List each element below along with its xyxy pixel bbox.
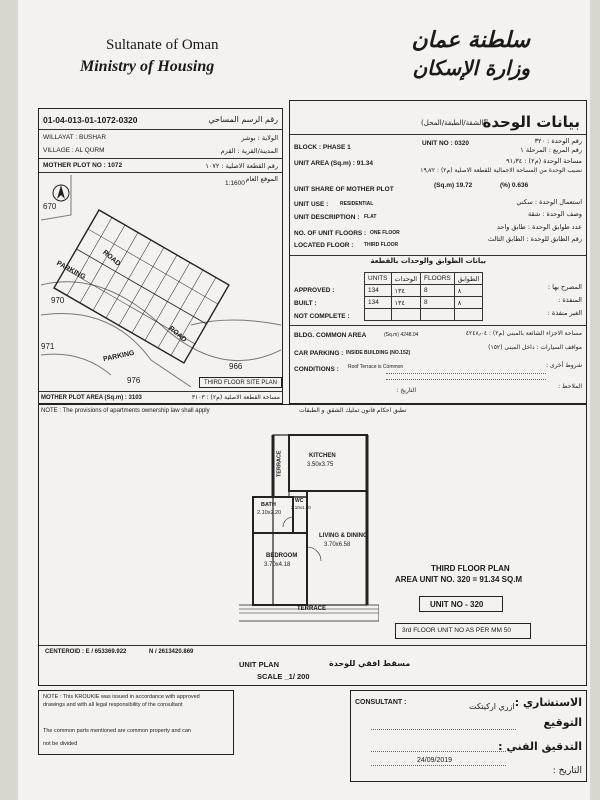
not-complete-label: NOT COMPLETE : <box>294 313 350 320</box>
unit-no-label: UNIT NO : 0320 <box>422 140 469 147</box>
signature-label-ar: التوقيع <box>543 716 582 729</box>
car-parking-ar: مواقف السيارات : داخل المبنى (١٥٢) <box>488 344 582 351</box>
floors-header: FLOORS <box>421 273 455 285</box>
common-area-ar: مساحة الاجزاء الشائعة بالمبنى (م٢) : ٤٢٤٨٫٠٤ <box>465 330 582 337</box>
map-parking-label-2: PARKING <box>102 349 136 364</box>
mother-plot-ar: رقم القطعة الاصلية : ١٠٧٢ <box>205 162 278 170</box>
unit-use-label: UNIT USE : <box>294 201 329 208</box>
wilayat-label: WILLAYAT : BUSHAR <box>43 134 107 141</box>
unit-use-value: RESIDENTIAL <box>340 201 374 207</box>
conditions-ar: شروط أخرى : <box>545 362 582 369</box>
floor-plan-title: THIRD FLOOR PLAN <box>431 564 510 573</box>
unit-floors-label: NO. OF UNIT FLOORS : <box>294 230 367 237</box>
floor-plan-panel <box>38 404 587 686</box>
built-label-ar: المنفذة : <box>558 296 582 304</box>
centeroid-n: N / 2613420.869 <box>149 649 194 655</box>
kitchen-dims: 3.50x3.75 <box>307 462 334 468</box>
map-number-966: 966 <box>229 362 243 371</box>
footer-note-line-1: NOTE : This KROUKIE was issued in accordance with approved <box>43 694 200 700</box>
located-floor-label: LOCATED FLOOR : <box>294 242 354 249</box>
village-label: VILLAGE : AL QURM <box>43 147 105 154</box>
location-ar: الموقع العام <box>245 175 278 183</box>
unit-area-label: UNIT AREA (Sq.m) : 91.34 <box>294 160 373 167</box>
unit-share-label: UNIT SHARE OF MOTHER PLOT <box>294 186 394 193</box>
site-scale: 1:1600 <box>225 180 245 187</box>
unit-use-ar: استعمال الوحدة : سكني <box>516 198 582 206</box>
ministry-title: Ministry of Housing <box>80 58 215 75</box>
sultanate-title-ar: سلطنة عمان <box>411 28 530 53</box>
footer-note-line-3: The common parts mentioned are common property and can <box>43 728 191 734</box>
units-header-ar: الوحدات <box>391 273 421 285</box>
map-parking-label: PARKING <box>55 259 87 282</box>
floors-units-title-ar: بيانات الطوابق والوحدات بالقطعة <box>370 257 486 265</box>
floors-header-ar: الطوابق <box>454 273 483 285</box>
car-parking-value: INSIDE BUILDING (NO.152) <box>346 350 411 356</box>
common-area-label: BLDG. COMMON AREA <box>294 332 367 339</box>
unit-number-box: UNIT NO - 320 <box>419 596 503 612</box>
tech-check-label-ar: التدقيق الفني : <box>498 740 582 753</box>
wc-label: WC <box>295 498 304 504</box>
terrace-label-upper: TERRACE <box>276 450 283 478</box>
living-dining-label: LIVING & DINING <box>319 533 368 539</box>
issue-date: 24/09/2019 <box>417 757 453 764</box>
centeroid-e: CENTEROID : E / 653369.922 <box>45 649 127 655</box>
site-plan-caption: THIRD FLOOR SITE PLAN <box>199 377 282 388</box>
table-row <box>365 309 483 321</box>
conditions-value: Roof Terrace is Common <box>348 364 404 370</box>
unit-data-panel <box>289 100 587 404</box>
unit-floors-ar: عدد طوابق الوحدة : طابق واحد <box>496 223 582 231</box>
bath-label: BATH <box>261 502 276 508</box>
approved-label-ar: المصرح بها : <box>547 283 582 291</box>
unit-share-ar: نصيب الوحدة من المساحة الاجمالية للقطعة الاصلية (م٢) : ١٩٫٧٢ <box>420 167 582 174</box>
map-number-971: 971 <box>41 342 55 351</box>
table-row: 134 ١٣٤ 8 ٨ <box>365 297 483 309</box>
map-number-976: 976 <box>127 376 141 385</box>
unit-no-ar: رقم الوحدة : ٣٢٠ <box>534 137 582 145</box>
site-info-panel <box>38 108 283 404</box>
site-map <box>41 175 281 387</box>
mother-plot-label: MOTHER PLOT NO : 1072 <box>43 162 123 169</box>
mother-area-ar: مساحة القطعة الاصلية (م٢) : ٣١٠٣ <box>191 394 280 401</box>
sultanate-title: Sultanate of Oman <box>106 37 219 53</box>
unit-area-ar: مساحة الوحدة (م٢) : ٩١٫٣٤ <box>506 157 582 165</box>
map-number-970: 970 <box>51 296 65 305</box>
bedroom-dims: 3.70x4.18 <box>264 562 291 568</box>
unit-desc-label: UNIT DESCRIPTION : <box>294 214 360 221</box>
bath-dims: 2.10x2.20 <box>257 510 282 516</box>
floors-units-table <box>364 272 483 321</box>
map-road-label-2: ROAD <box>167 325 188 344</box>
conditions-label: CONDITIONS : <box>294 366 339 373</box>
built-label: BUILT : <box>294 300 317 307</box>
block-label: BLOCK : PHASE 1 <box>294 144 351 151</box>
unit-desc-ar: وصف الوحدة : شقة <box>528 210 582 218</box>
terrace-label-lower: TERRACE <box>297 606 327 612</box>
located-floor-value: THIRD FLOOR <box>364 242 399 248</box>
unit-data-subtitle-ar: (الشقة/الطبقة/المحل) <box>421 119 486 127</box>
footer-note-line-4: not be divided <box>43 741 78 747</box>
date-ar-right: التاريخ : <box>396 387 416 394</box>
unit-share-sqm: (Sq.m) 19.72 <box>434 182 473 189</box>
wc-dims: 2.10x1.10 <box>291 505 311 510</box>
footer-note-line-2: drawings and with all legal responsibility of the consultant <box>43 702 183 708</box>
wilayat-ar: الولاية : بوشر <box>241 134 278 142</box>
date-label-ar: التاريخ : <box>552 766 582 776</box>
approved-label: APPROVED : <box>294 287 335 294</box>
mother-area-label: MOTHER PLOT AREA (Sq.m) : 3103 <box>41 395 142 401</box>
plot-number: 01-04-013-01-1072-0320 <box>43 115 138 125</box>
remarks-ar: الملاحظ : <box>558 383 582 390</box>
units-header: UNITS <box>365 273 392 285</box>
living-dining-dims: 3.70x6.58 <box>324 542 351 548</box>
unit-floors-value: ONE FLOOR <box>370 230 400 236</box>
unit-plan-scale: SCALE _1/ 200 <box>257 672 310 681</box>
apartment-law-note-ar: تطبق احكام قانون تمليك الشقق و الطبقات <box>299 407 407 414</box>
footer-note-panel <box>38 690 234 755</box>
village-ar: المدينة/القرية : القرم <box>220 147 278 155</box>
located-floor-ar: رقم الطابق للوحدة : الطابق الثالث <box>487 235 582 243</box>
consultant-value-ar: ازري اركيتكت <box>469 702 515 711</box>
common-area-value: (Sq.m) 4248.04 <box>384 332 419 338</box>
bedroom-label: BEDROOM <box>266 553 298 559</box>
not-complete-label-ar: الغير منفذة : <box>547 309 582 317</box>
apartment-law-note: NOTE : The provisions of apartments ownership law shall apply <box>41 408 210 414</box>
unit-desc-value: FLAT <box>364 214 377 220</box>
kitchen-label: KITCHEN <box>309 453 336 459</box>
map-number-670: 670 <box>43 202 57 211</box>
unit-plan-label: UNIT PLAN <box>239 660 279 669</box>
unit-share-pct: (%) 0.636 <box>500 182 529 189</box>
kroukie-document <box>18 0 590 800</box>
plot-number-label-ar: رقم الرسم المساحي <box>208 115 278 124</box>
table-row: 134 ١٣٤ 8 ٨ <box>365 285 483 297</box>
unit-area-line: AREA UNIT NO. 320 = 91.34 SQ.M <box>395 575 523 584</box>
car-parking-label: CAR PARKING : <box>294 350 344 357</box>
consultant-panel <box>350 690 587 782</box>
unit-data-title-ar: بيانات الوحدة <box>482 113 580 131</box>
ministry-title-ar: وزارة الإسكان <box>412 56 530 80</box>
map-road-label: ROAD <box>101 249 122 268</box>
consultant-label: CONSULTANT : <box>355 699 407 706</box>
block-ar: رقم المربع : المرحلة ١ <box>520 146 582 154</box>
floor-note-box: 3rd FLOOR UNIT NO AS PER MM 50 <box>395 623 531 639</box>
unit-plan-label-ar: مسقط افقي للوحدة <box>329 659 411 668</box>
consultant-label-ar: الاستشاري : <box>514 696 582 709</box>
